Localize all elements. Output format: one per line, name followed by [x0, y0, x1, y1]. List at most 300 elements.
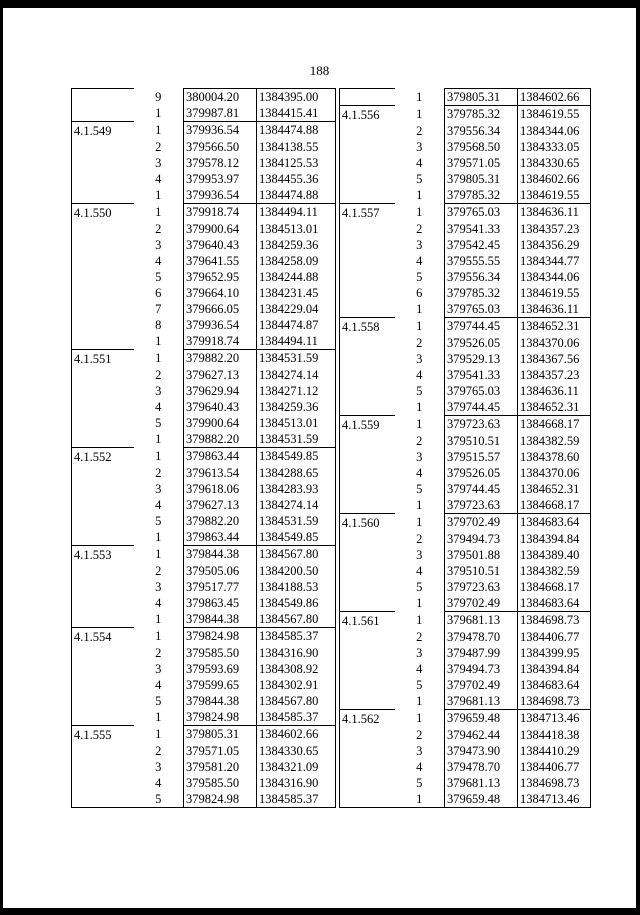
y-coordinate: 1384302.91 — [257, 677, 336, 693]
x-coordinate: 379556.34 — [445, 269, 518, 285]
lot-number — [72, 709, 134, 726]
point-number: 3 — [155, 238, 162, 252]
point-number: 6 — [416, 286, 423, 300]
x-coordinate: 379515.57 — [445, 449, 518, 465]
x-coordinate: 379613.54 — [184, 465, 257, 481]
y-coordinate: 1384698.73 — [518, 612, 591, 630]
x-coordinate: 379529.13 — [445, 351, 518, 367]
point-number: 1 — [155, 188, 162, 202]
table-row — [340, 221, 591, 237]
table-row — [72, 791, 336, 808]
point-number: 2 — [416, 222, 423, 236]
x-coordinate: 379765.03 — [445, 383, 518, 399]
lot-number — [72, 497, 134, 513]
x-coordinate: 379659.48 — [445, 710, 518, 728]
table-row — [72, 415, 336, 431]
x-coordinate: 379805.31 — [445, 171, 518, 187]
x-coordinate: 379526.05 — [445, 465, 518, 481]
table-row — [72, 350, 336, 368]
lot-number — [72, 155, 134, 171]
y-coordinate: 1384602.66 — [518, 171, 591, 187]
y-coordinate: 1384713.46 — [518, 791, 591, 808]
y-coordinate: 1384585.37 — [257, 628, 336, 646]
table-row — [340, 139, 591, 155]
y-coordinate: 1384259.36 — [257, 399, 336, 415]
x-coordinate: 379581.20 — [184, 759, 257, 775]
table-row — [72, 301, 336, 317]
lot-number — [72, 187, 134, 204]
point-number: 4 — [416, 156, 423, 170]
lot-number — [340, 155, 395, 171]
table-row — [72, 611, 336, 628]
x-coordinate: 379863.44 — [184, 448, 257, 466]
table-row — [72, 529, 336, 546]
table-row — [340, 595, 591, 612]
y-coordinate: 1384231.45 — [257, 285, 336, 301]
lot-number — [340, 237, 395, 253]
table-row — [340, 399, 591, 416]
table-row — [72, 204, 336, 222]
x-coordinate: 379987.81 — [184, 105, 257, 122]
lot-number — [72, 285, 134, 301]
table-row — [72, 122, 336, 140]
x-coordinate: 379593.69 — [184, 661, 257, 677]
x-coordinate: 379723.63 — [445, 416, 518, 434]
point-number: 5 — [155, 514, 162, 528]
lot-number: 4.1.559 — [340, 416, 395, 434]
lot-number — [72, 611, 134, 628]
lot-number: 4.1.555 — [72, 726, 134, 744]
y-coordinate: 1384344.77 — [518, 253, 591, 269]
lot-number — [72, 481, 134, 497]
lot-number — [340, 727, 395, 743]
table-row — [340, 481, 591, 497]
x-coordinate: 379585.50 — [184, 775, 257, 791]
table-row — [72, 171, 336, 187]
x-coordinate: 379664.10 — [184, 285, 257, 301]
x-coordinate: 379900.64 — [184, 415, 257, 431]
table-row — [72, 546, 336, 564]
table-row — [72, 269, 336, 285]
x-coordinate: 379824.98 — [184, 628, 257, 646]
point-number: 9 — [155, 89, 162, 104]
point-number: 2 — [416, 336, 423, 350]
table-row — [72, 645, 336, 661]
lot-number — [340, 531, 395, 547]
table-row — [340, 775, 591, 791]
lot-number: 4.1.557 — [340, 204, 395, 222]
y-coordinate: 1384619.55 — [518, 187, 591, 204]
y-coordinate: 1384316.90 — [257, 775, 336, 791]
y-coordinate: 1384316.90 — [257, 645, 336, 661]
y-coordinate: 1384567.80 — [257, 693, 336, 709]
point-number: 1 — [416, 302, 423, 316]
lot-number — [340, 367, 395, 383]
y-coordinate: 1384288.65 — [257, 465, 336, 481]
table-row — [340, 155, 591, 171]
table-row — [340, 416, 591, 434]
y-coordinate: 1384549.85 — [257, 529, 336, 546]
lot-number — [72, 645, 134, 661]
x-coordinate: 379681.13 — [445, 775, 518, 791]
x-coordinate: 379542.45 — [445, 237, 518, 253]
y-coordinate: 1384619.55 — [518, 106, 591, 124]
point-number: 4 — [416, 760, 423, 774]
table-row — [340, 677, 591, 693]
point-number: 2 — [155, 140, 162, 154]
table-row — [340, 106, 591, 124]
point-number: 2 — [155, 222, 162, 236]
point-number: 1 — [155, 350, 162, 365]
table-row — [72, 285, 336, 301]
y-coordinate: 1384713.46 — [518, 710, 591, 728]
table-row — [340, 351, 591, 367]
x-coordinate: 380004.20 — [184, 89, 257, 106]
y-coordinate: 1384513.01 — [257, 221, 336, 237]
y-coordinate: 1384382.59 — [518, 563, 591, 579]
x-coordinate: 379487.99 — [445, 645, 518, 661]
point-number: 2 — [416, 630, 423, 644]
lot-number: 4.1.553 — [72, 546, 134, 564]
lot-number — [340, 301, 395, 318]
point-number: 5 — [134, 791, 184, 808]
point-number: 3 — [155, 580, 162, 594]
point-number: 4 — [155, 776, 162, 790]
table-row — [340, 285, 591, 301]
lot-number — [72, 89, 134, 106]
table-row — [72, 677, 336, 693]
x-coordinate: 379805.31 — [445, 89, 518, 106]
lot-number — [340, 187, 395, 204]
lot-number — [72, 301, 134, 317]
x-coordinate: 379702.49 — [445, 595, 518, 612]
lot-number — [340, 791, 395, 808]
point-number: 1 — [416, 416, 423, 431]
point-number: 1 — [155, 530, 162, 544]
lot-number — [340, 269, 395, 285]
x-coordinate: 379744.45 — [445, 481, 518, 497]
lot-number: 4.1.560 — [340, 514, 395, 532]
x-coordinate: 379599.65 — [184, 677, 257, 693]
point-number: 3 — [416, 238, 423, 252]
table-row — [72, 743, 336, 759]
lot-number — [340, 465, 395, 481]
x-coordinate: 379510.51 — [445, 433, 518, 449]
x-coordinate: 379494.73 — [445, 661, 518, 677]
x-coordinate: 379640.43 — [184, 237, 257, 253]
y-coordinate: 1384418.38 — [518, 727, 591, 743]
x-coordinate: 379744.45 — [445, 399, 518, 416]
y-coordinate: 1384683.64 — [518, 514, 591, 532]
document-page — [3, 8, 636, 908]
x-coordinate: 379824.98 — [184, 791, 257, 808]
y-coordinate: 1384513.01 — [257, 415, 336, 431]
table-row — [340, 759, 591, 775]
point-number: 2 — [416, 124, 423, 138]
y-coordinate: 1384668.17 — [518, 416, 591, 434]
y-coordinate: 1384549.86 — [257, 595, 336, 611]
lot-number — [340, 253, 395, 269]
point-number: 4 — [155, 400, 162, 414]
lot-number — [72, 563, 134, 579]
y-coordinate: 1384668.17 — [518, 497, 591, 514]
table-row — [72, 595, 336, 611]
x-coordinate: 379765.03 — [445, 204, 518, 222]
lot-number — [340, 171, 395, 187]
lot-number — [340, 661, 395, 677]
table-row — [72, 759, 336, 775]
point-number: 2 — [155, 564, 162, 578]
x-coordinate: 379555.55 — [445, 253, 518, 269]
point-number: 2 — [155, 744, 162, 758]
y-coordinate: 1384494.11 — [257, 204, 336, 222]
x-coordinate: 379478.70 — [445, 629, 518, 645]
y-coordinate: 1384668.17 — [518, 579, 591, 595]
x-coordinate: 379541.33 — [445, 221, 518, 237]
x-coordinate: 379805.31 — [184, 726, 257, 744]
table-row — [72, 237, 336, 253]
table-row — [340, 612, 591, 630]
point-number: 5 — [416, 384, 423, 398]
point-number: 2 — [416, 728, 423, 742]
lot-number — [72, 383, 134, 399]
y-coordinate: 1384370.06 — [518, 465, 591, 481]
lot-number — [340, 775, 395, 791]
lot-number — [72, 513, 134, 529]
table-row — [72, 661, 336, 677]
lot-number — [72, 253, 134, 269]
table-row — [340, 710, 591, 728]
table-row — [72, 253, 336, 269]
table-row — [340, 449, 591, 465]
x-coordinate: 379882.20 — [184, 513, 257, 529]
point-number: 2 — [416, 434, 423, 448]
y-coordinate: 1384585.37 — [257, 791, 336, 808]
point-number: 4 — [416, 662, 423, 676]
table-row — [72, 139, 336, 155]
y-coordinate: 1384410.29 — [518, 743, 591, 759]
lot-number — [340, 547, 395, 563]
table-row — [72, 431, 336, 448]
lot-number — [340, 595, 395, 612]
point-number: 3 — [155, 662, 162, 676]
y-coordinate: 1384274.14 — [257, 367, 336, 383]
x-coordinate: 379765.03 — [445, 301, 518, 318]
y-coordinate: 1384531.59 — [257, 431, 336, 448]
table-row — [340, 661, 591, 677]
lot-number — [340, 645, 395, 661]
point-number: 1 — [155, 710, 162, 724]
x-coordinate: 379571.05 — [184, 743, 257, 759]
x-coordinate: 379702.49 — [445, 677, 518, 693]
table-row — [340, 465, 591, 481]
table-row — [340, 171, 591, 187]
x-coordinate: 379744.45 — [445, 318, 518, 336]
point-number: 1 — [416, 318, 423, 333]
point-number: 2 — [155, 646, 162, 660]
y-coordinate: 1384370.06 — [518, 335, 591, 351]
y-coordinate: 1384330.65 — [518, 155, 591, 171]
x-coordinate: 379953.97 — [184, 171, 257, 187]
point-number: 1 — [155, 334, 162, 348]
lot-number: 4.1.556 — [340, 106, 395, 124]
point-number: 5 — [416, 580, 423, 594]
table-row — [72, 155, 336, 171]
lot-number — [340, 335, 395, 351]
x-coordinate: 379882.20 — [184, 350, 257, 368]
point-number: 4 — [155, 498, 162, 512]
table-row — [340, 253, 591, 269]
point-number: 5 — [416, 270, 423, 284]
lot-number — [340, 89, 395, 106]
y-coordinate: 1384494.11 — [257, 333, 336, 350]
y-coordinate: 1384357.23 — [518, 367, 591, 383]
table-row — [72, 709, 336, 726]
table-row — [340, 727, 591, 743]
x-coordinate: 379936.54 — [184, 317, 257, 333]
table-row — [72, 465, 336, 481]
y-coordinate: 1384474.88 — [257, 187, 336, 204]
y-coordinate: 1384531.59 — [257, 513, 336, 529]
point-number: 5 — [155, 694, 162, 708]
y-coordinate: 1384138.55 — [257, 139, 336, 155]
y-coordinate: 1384321.09 — [257, 759, 336, 775]
lot-number — [340, 433, 395, 449]
x-coordinate: 379681.13 — [445, 612, 518, 630]
x-coordinate: 379900.64 — [184, 221, 257, 237]
table-row — [340, 433, 591, 449]
y-coordinate: 1384455.36 — [257, 171, 336, 187]
x-coordinate: 379918.74 — [184, 333, 257, 350]
x-coordinate: 379863.45 — [184, 595, 257, 611]
x-coordinate: 379844.38 — [184, 546, 257, 564]
table-row — [72, 89, 336, 106]
y-coordinate: 1384330.65 — [257, 743, 336, 759]
y-coordinate: 1384356.29 — [518, 237, 591, 253]
y-coordinate: 1384415.41 — [257, 105, 336, 122]
y-coordinate: 1384406.77 — [518, 759, 591, 775]
x-coordinate: 379478.70 — [445, 759, 518, 775]
x-coordinate: 379723.63 — [445, 497, 518, 514]
x-coordinate: 379494.73 — [445, 531, 518, 547]
x-coordinate: 379627.13 — [184, 367, 257, 383]
point-number: 3 — [416, 352, 423, 366]
point-number: 3 — [155, 156, 162, 170]
lot-number — [72, 743, 134, 759]
point-number: 3 — [416, 140, 423, 154]
table-row — [72, 497, 336, 513]
table-row — [340, 123, 591, 139]
x-coordinate: 379541.33 — [445, 367, 518, 383]
table-row — [340, 645, 591, 661]
y-coordinate: 1384652.31 — [518, 318, 591, 336]
point-number: 4 — [155, 254, 162, 268]
table-row — [340, 89, 591, 106]
y-coordinate: 1384259.36 — [257, 237, 336, 253]
x-coordinate: 379723.63 — [445, 579, 518, 595]
x-coordinate: 379844.38 — [184, 693, 257, 709]
lot-number — [72, 269, 134, 285]
table-row — [72, 693, 336, 709]
table-row — [340, 204, 591, 222]
y-coordinate: 1384602.66 — [518, 89, 591, 106]
y-coordinate: 1384344.06 — [518, 269, 591, 285]
lot-number — [72, 399, 134, 415]
x-coordinate: 379681.13 — [445, 693, 518, 710]
point-number: 1 — [416, 612, 423, 627]
y-coordinate: 1384652.31 — [518, 481, 591, 497]
lot-number — [72, 221, 134, 237]
lot-number — [72, 317, 134, 333]
lot-number: 4.1.550 — [72, 204, 134, 222]
table-row — [340, 367, 591, 383]
y-coordinate: 1384474.87 — [257, 317, 336, 333]
y-coordinate: 1384229.04 — [257, 301, 336, 317]
y-coordinate: 1384333.05 — [518, 139, 591, 155]
x-coordinate: 379618.06 — [184, 481, 257, 497]
x-coordinate: 379666.05 — [184, 301, 257, 317]
table-row — [340, 563, 591, 579]
lot-number: 4.1.551 — [72, 350, 134, 368]
y-coordinate: 1384394.84 — [518, 531, 591, 547]
table-row — [340, 579, 591, 595]
y-coordinate: 1384636.11 — [518, 204, 591, 222]
table-row — [340, 497, 591, 514]
point-number: 5 — [155, 270, 162, 284]
y-coordinate: 1384636.11 — [518, 383, 591, 399]
y-coordinate: 1384602.66 — [257, 726, 336, 744]
table-row — [340, 383, 591, 399]
x-coordinate: 379510.51 — [445, 563, 518, 579]
lot-number — [340, 399, 395, 416]
y-coordinate: 1384698.73 — [518, 775, 591, 791]
point-number: 2 — [416, 532, 423, 546]
point-number: 4 — [416, 368, 423, 382]
y-coordinate: 1384585.37 — [257, 709, 336, 726]
point-number: 7 — [155, 302, 162, 316]
point-number: 2 — [155, 466, 162, 480]
y-coordinate: 1384188.53 — [257, 579, 336, 595]
point-number: 5 — [155, 416, 162, 430]
y-coordinate: 1384125.53 — [257, 155, 336, 171]
y-coordinate: 1384619.55 — [518, 285, 591, 301]
point-number: 1 — [155, 546, 162, 561]
table-row — [340, 301, 591, 318]
point-number: 2 — [155, 368, 162, 382]
point-number: 4 — [416, 254, 423, 268]
lot-number — [72, 579, 134, 595]
x-coordinate: 379473.90 — [445, 743, 518, 759]
point-number: 1 — [155, 612, 162, 626]
table-row — [340, 187, 591, 204]
lot-number — [340, 285, 395, 301]
lot-number — [72, 237, 134, 253]
x-coordinate: 379918.74 — [184, 204, 257, 222]
y-coordinate: 1384357.23 — [518, 221, 591, 237]
point-number: 1 — [416, 498, 423, 512]
table-row — [72, 628, 336, 646]
point-number: 3 — [155, 760, 162, 774]
x-coordinate: 379882.20 — [184, 431, 257, 448]
point-number: 1 — [416, 89, 423, 104]
point-number: 4 — [416, 466, 423, 480]
table-row — [340, 335, 591, 351]
lot-number — [72, 367, 134, 383]
point-number: 1 — [416, 514, 423, 529]
lot-number — [340, 449, 395, 465]
lot-number — [72, 529, 134, 546]
x-coordinate: 379556.34 — [445, 123, 518, 139]
